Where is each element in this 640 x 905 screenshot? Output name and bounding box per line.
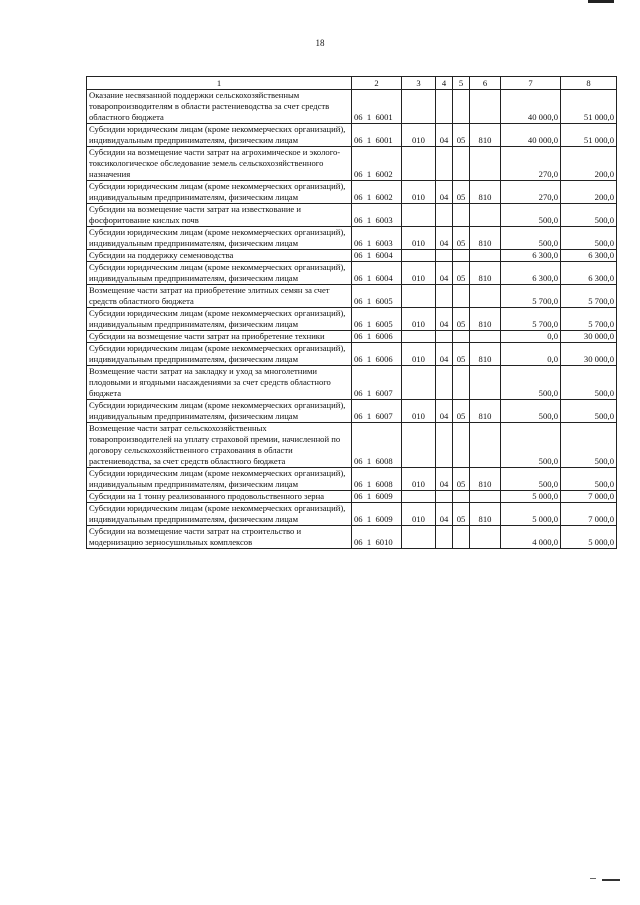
row-value-col7: 5 700,0 [501, 308, 561, 331]
row-col6 [470, 331, 501, 343]
row-code: 06 1 6003 [352, 227, 402, 250]
row-code: 06 1 6005 [352, 285, 402, 308]
table-row [87, 147, 617, 181]
row-value-col8: 7 000,0 [561, 491, 617, 503]
row-description: Субсидии на возмещение части затрат на известкование и фосфоритование кислых почв [87, 204, 352, 227]
column-header: 5 [453, 77, 470, 90]
row-value-col7: 500,0 [501, 423, 561, 468]
column-header: 1 [87, 77, 352, 90]
column-header: 7 [501, 77, 561, 90]
row-code: 06 1 6002 [352, 181, 402, 204]
row-col3: 010 [402, 124, 436, 147]
row-col6: 810 [470, 400, 501, 423]
row-value-col7: 5 000,0 [501, 491, 561, 503]
row-col3: 010 [402, 468, 436, 491]
row-col5 [453, 491, 470, 503]
row-value-col7: 500,0 [501, 204, 561, 227]
row-col3 [402, 90, 436, 124]
row-col6: 810 [470, 308, 501, 331]
row-value-col7: 500,0 [501, 468, 561, 491]
table-row [87, 285, 617, 308]
row-col6: 810 [470, 468, 501, 491]
row-description: Субсидии юридическим лицам (кроме некоммерческих организаций), индивидуальным предпринимателям, физическим лицам [87, 468, 352, 491]
column-header: 3 [402, 77, 436, 90]
row-col5 [453, 331, 470, 343]
row-col6: 810 [470, 503, 501, 526]
table-row [87, 468, 617, 491]
row-description: Субсидии юридическим лицам (кроме некоммерческих организаций), индивидуальным предпринимателям, физическим лицам [87, 343, 352, 366]
row-code: 06 1 6004 [352, 262, 402, 285]
row-value-col7: 4 000,0 [501, 526, 561, 549]
row-value-col8: 200,0 [561, 147, 617, 181]
table-row [87, 526, 617, 549]
row-col3 [402, 526, 436, 549]
page-number: 18 [315, 38, 325, 48]
row-description: Субсидии на возмещение части затрат на приобретение техники [87, 331, 352, 343]
row-col5: 05 [453, 124, 470, 147]
row-col3: 010 [402, 181, 436, 204]
row-description: Субсидии юридическим лицам (кроме некоммерческих организаций), индивидуальным предпринимателям, физическим лицам [87, 124, 352, 147]
row-description: Субсидии юридическим лицам (кроме некоммерческих организаций), индивидуальным предпринимателям, физическим лицам [87, 503, 352, 526]
row-description: Субсидии на возмещение части затрат на строительство и модернизацию зерносушильных комплексов [87, 526, 352, 549]
row-col6: 810 [470, 343, 501, 366]
row-description: Субсидии юридическим лицам (кроме некоммерческих организаций), индивидуальным предпринимателям, физическим лицам [87, 262, 352, 285]
table-row [87, 308, 617, 331]
row-value-col7: 0,0 [501, 343, 561, 366]
row-code: 06 1 6010 [352, 526, 402, 549]
row-col5: 05 [453, 181, 470, 204]
row-col4: 04 [436, 343, 453, 366]
row-value-col7: 270,0 [501, 147, 561, 181]
row-value-col7: 500,0 [501, 400, 561, 423]
table-row [87, 491, 617, 503]
row-col4: 04 [436, 308, 453, 331]
row-description: Возмещение части затрат на закладку и уход за многолетними плодовыми и ягодными насаждениями за счет средств областного бюджета [87, 366, 352, 400]
row-code: 06 1 6007 [352, 366, 402, 400]
row-value-col8: 6 300,0 [561, 250, 617, 262]
row-description: Субсидии юридическим лицам (кроме некоммерческих организаций), индивидуальным предпринимателям, физическим лицам [87, 181, 352, 204]
table-row [87, 227, 617, 250]
row-description: Возмещение части затрат на приобретение элитных семян за счет средств областного бюджета [87, 285, 352, 308]
row-code: 06 1 6003 [352, 204, 402, 227]
row-code: 06 1 6001 [352, 124, 402, 147]
row-col4 [436, 491, 453, 503]
row-value-col7: 0,0 [501, 331, 561, 343]
table-row [87, 90, 617, 124]
table-row [87, 503, 617, 526]
row-description: Субсидии на возмещение части затрат на агрохимическое и эколого-токсикологическое обследование земель сельскохозяйственного назначения [87, 147, 352, 181]
row-description: Оказание несвязанной поддержки сельскохозяйственным товаропроизводителям в области растениеводства за счет средств областного бюджета [87, 90, 352, 124]
row-value-col8: 51 000,0 [561, 90, 617, 124]
row-col5 [453, 250, 470, 262]
row-value-col8: 5 000,0 [561, 526, 617, 549]
table-row [87, 250, 617, 262]
row-col6 [470, 491, 501, 503]
row-col4 [436, 90, 453, 124]
row-description: Субсидии юридическим лицам (кроме некоммерческих организаций), индивидуальным предпринимателям, физическим лицам [87, 400, 352, 423]
row-value-col8: 30 000,0 [561, 331, 617, 343]
row-col3: 010 [402, 503, 436, 526]
row-col5 [453, 204, 470, 227]
row-description: Субсидии на 1 тонну реализованного продовольственного зерна [87, 491, 352, 503]
table-body [87, 90, 617, 549]
column-header: 6 [470, 77, 501, 90]
row-col4: 04 [436, 181, 453, 204]
row-value-col7: 5 000,0 [501, 503, 561, 526]
row-value-col8: 6 300,0 [561, 262, 617, 285]
row-col4 [436, 250, 453, 262]
row-code: 06 1 6008 [352, 468, 402, 491]
row-value-col8: 500,0 [561, 400, 617, 423]
column-header: 8 [561, 77, 617, 90]
row-col5: 05 [453, 503, 470, 526]
row-code: 06 1 6005 [352, 308, 402, 331]
row-col5 [453, 285, 470, 308]
row-col4: 04 [436, 468, 453, 491]
row-col4 [436, 285, 453, 308]
row-code: 06 1 6004 [352, 250, 402, 262]
row-col4: 04 [436, 227, 453, 250]
row-col5: 05 [453, 227, 470, 250]
row-code: 06 1 6009 [352, 503, 402, 526]
scan-artifact-bottom-dot [590, 878, 596, 879]
table-row [87, 331, 617, 343]
row-col4 [436, 331, 453, 343]
row-col3 [402, 366, 436, 400]
row-col4 [436, 147, 453, 181]
row-col3 [402, 285, 436, 308]
row-col5 [453, 366, 470, 400]
row-col6: 810 [470, 227, 501, 250]
table-row [87, 400, 617, 423]
row-col4: 04 [436, 503, 453, 526]
row-col4 [436, 366, 453, 400]
row-col3 [402, 204, 436, 227]
table-row [87, 262, 617, 285]
row-value-col7: 270,0 [501, 181, 561, 204]
row-value-col8: 500,0 [561, 366, 617, 400]
row-col6: 810 [470, 262, 501, 285]
row-col3: 010 [402, 400, 436, 423]
row-col6 [470, 90, 501, 124]
row-value-col7: 6 300,0 [501, 262, 561, 285]
row-col5 [453, 90, 470, 124]
row-col3: 010 [402, 308, 436, 331]
row-col3: 010 [402, 227, 436, 250]
row-code: 06 1 6009 [352, 491, 402, 503]
column-header: 2 [352, 77, 402, 90]
row-col3 [402, 423, 436, 468]
row-col5: 05 [453, 343, 470, 366]
row-description: Субсидии юридическим лицам (кроме некоммерческих организаций), индивидуальным предпринимателям, физическим лицам [87, 308, 352, 331]
table-row [87, 181, 617, 204]
row-col3: 010 [402, 343, 436, 366]
row-value-col7: 6 300,0 [501, 250, 561, 262]
row-value-col8: 5 700,0 [561, 308, 617, 331]
table-row [87, 423, 617, 468]
row-value-col8: 51 000,0 [561, 124, 617, 147]
row-col5: 05 [453, 400, 470, 423]
table-row [87, 204, 617, 227]
row-description: Субсидии юридическим лицам (кроме некоммерческих организаций), индивидуальным предпринимателям, физическим лицам [87, 227, 352, 250]
row-col5: 05 [453, 308, 470, 331]
row-col5 [453, 147, 470, 181]
row-col5: 05 [453, 468, 470, 491]
row-col4: 04 [436, 262, 453, 285]
row-col3 [402, 331, 436, 343]
row-col6 [470, 526, 501, 549]
row-col5 [453, 423, 470, 468]
budget-table [86, 76, 617, 549]
row-col4 [436, 423, 453, 468]
row-value-col8: 200,0 [561, 181, 617, 204]
row-col4 [436, 204, 453, 227]
row-code: 06 1 6002 [352, 147, 402, 181]
row-col6: 810 [470, 124, 501, 147]
row-col3: 010 [402, 262, 436, 285]
row-value-col7: 500,0 [501, 227, 561, 250]
row-value-col8: 500,0 [561, 423, 617, 468]
row-value-col7: 40 000,0 [501, 124, 561, 147]
row-col4: 04 [436, 400, 453, 423]
row-col3 [402, 491, 436, 503]
row-col3 [402, 250, 436, 262]
scan-artifact-top [588, 0, 614, 3]
row-col5 [453, 526, 470, 549]
row-col5: 05 [453, 262, 470, 285]
row-value-col8: 5 700,0 [561, 285, 617, 308]
row-col4: 04 [436, 124, 453, 147]
row-code: 06 1 6006 [352, 343, 402, 366]
column-header: 4 [436, 77, 453, 90]
row-value-col8: 30 000,0 [561, 343, 617, 366]
row-code: 06 1 6006 [352, 331, 402, 343]
row-description: Субсидии на поддержку семеноводства [87, 250, 352, 262]
row-col6: 810 [470, 181, 501, 204]
row-col6 [470, 250, 501, 262]
row-description: Возмещение части затрат сельскохозяйственных товаропроизводителей на уплату страховой премии, начисленной по договору сельскохозяйственного страхования в области растениеводства, за счет средств областного бюджета [87, 423, 352, 468]
row-code: 06 1 6008 [352, 423, 402, 468]
table-row [87, 366, 617, 400]
row-col6 [470, 423, 501, 468]
row-col6 [470, 366, 501, 400]
row-value-col8: 7 000,0 [561, 503, 617, 526]
row-value-col8: 500,0 [561, 204, 617, 227]
row-col6 [470, 285, 501, 308]
row-value-col8: 500,0 [561, 227, 617, 250]
row-value-col7: 500,0 [501, 366, 561, 400]
row-code: 06 1 6001 [352, 90, 402, 124]
row-col3 [402, 147, 436, 181]
row-col6 [470, 147, 501, 181]
table-row [87, 124, 617, 147]
row-value-col7: 5 700,0 [501, 285, 561, 308]
table-header-row [87, 77, 617, 90]
scan-artifact-bottom [602, 879, 620, 881]
row-code: 06 1 6007 [352, 400, 402, 423]
row-col6 [470, 204, 501, 227]
row-value-col7: 40 000,0 [501, 90, 561, 124]
row-value-col8: 500,0 [561, 468, 617, 491]
row-col4 [436, 526, 453, 549]
table-row [87, 343, 617, 366]
